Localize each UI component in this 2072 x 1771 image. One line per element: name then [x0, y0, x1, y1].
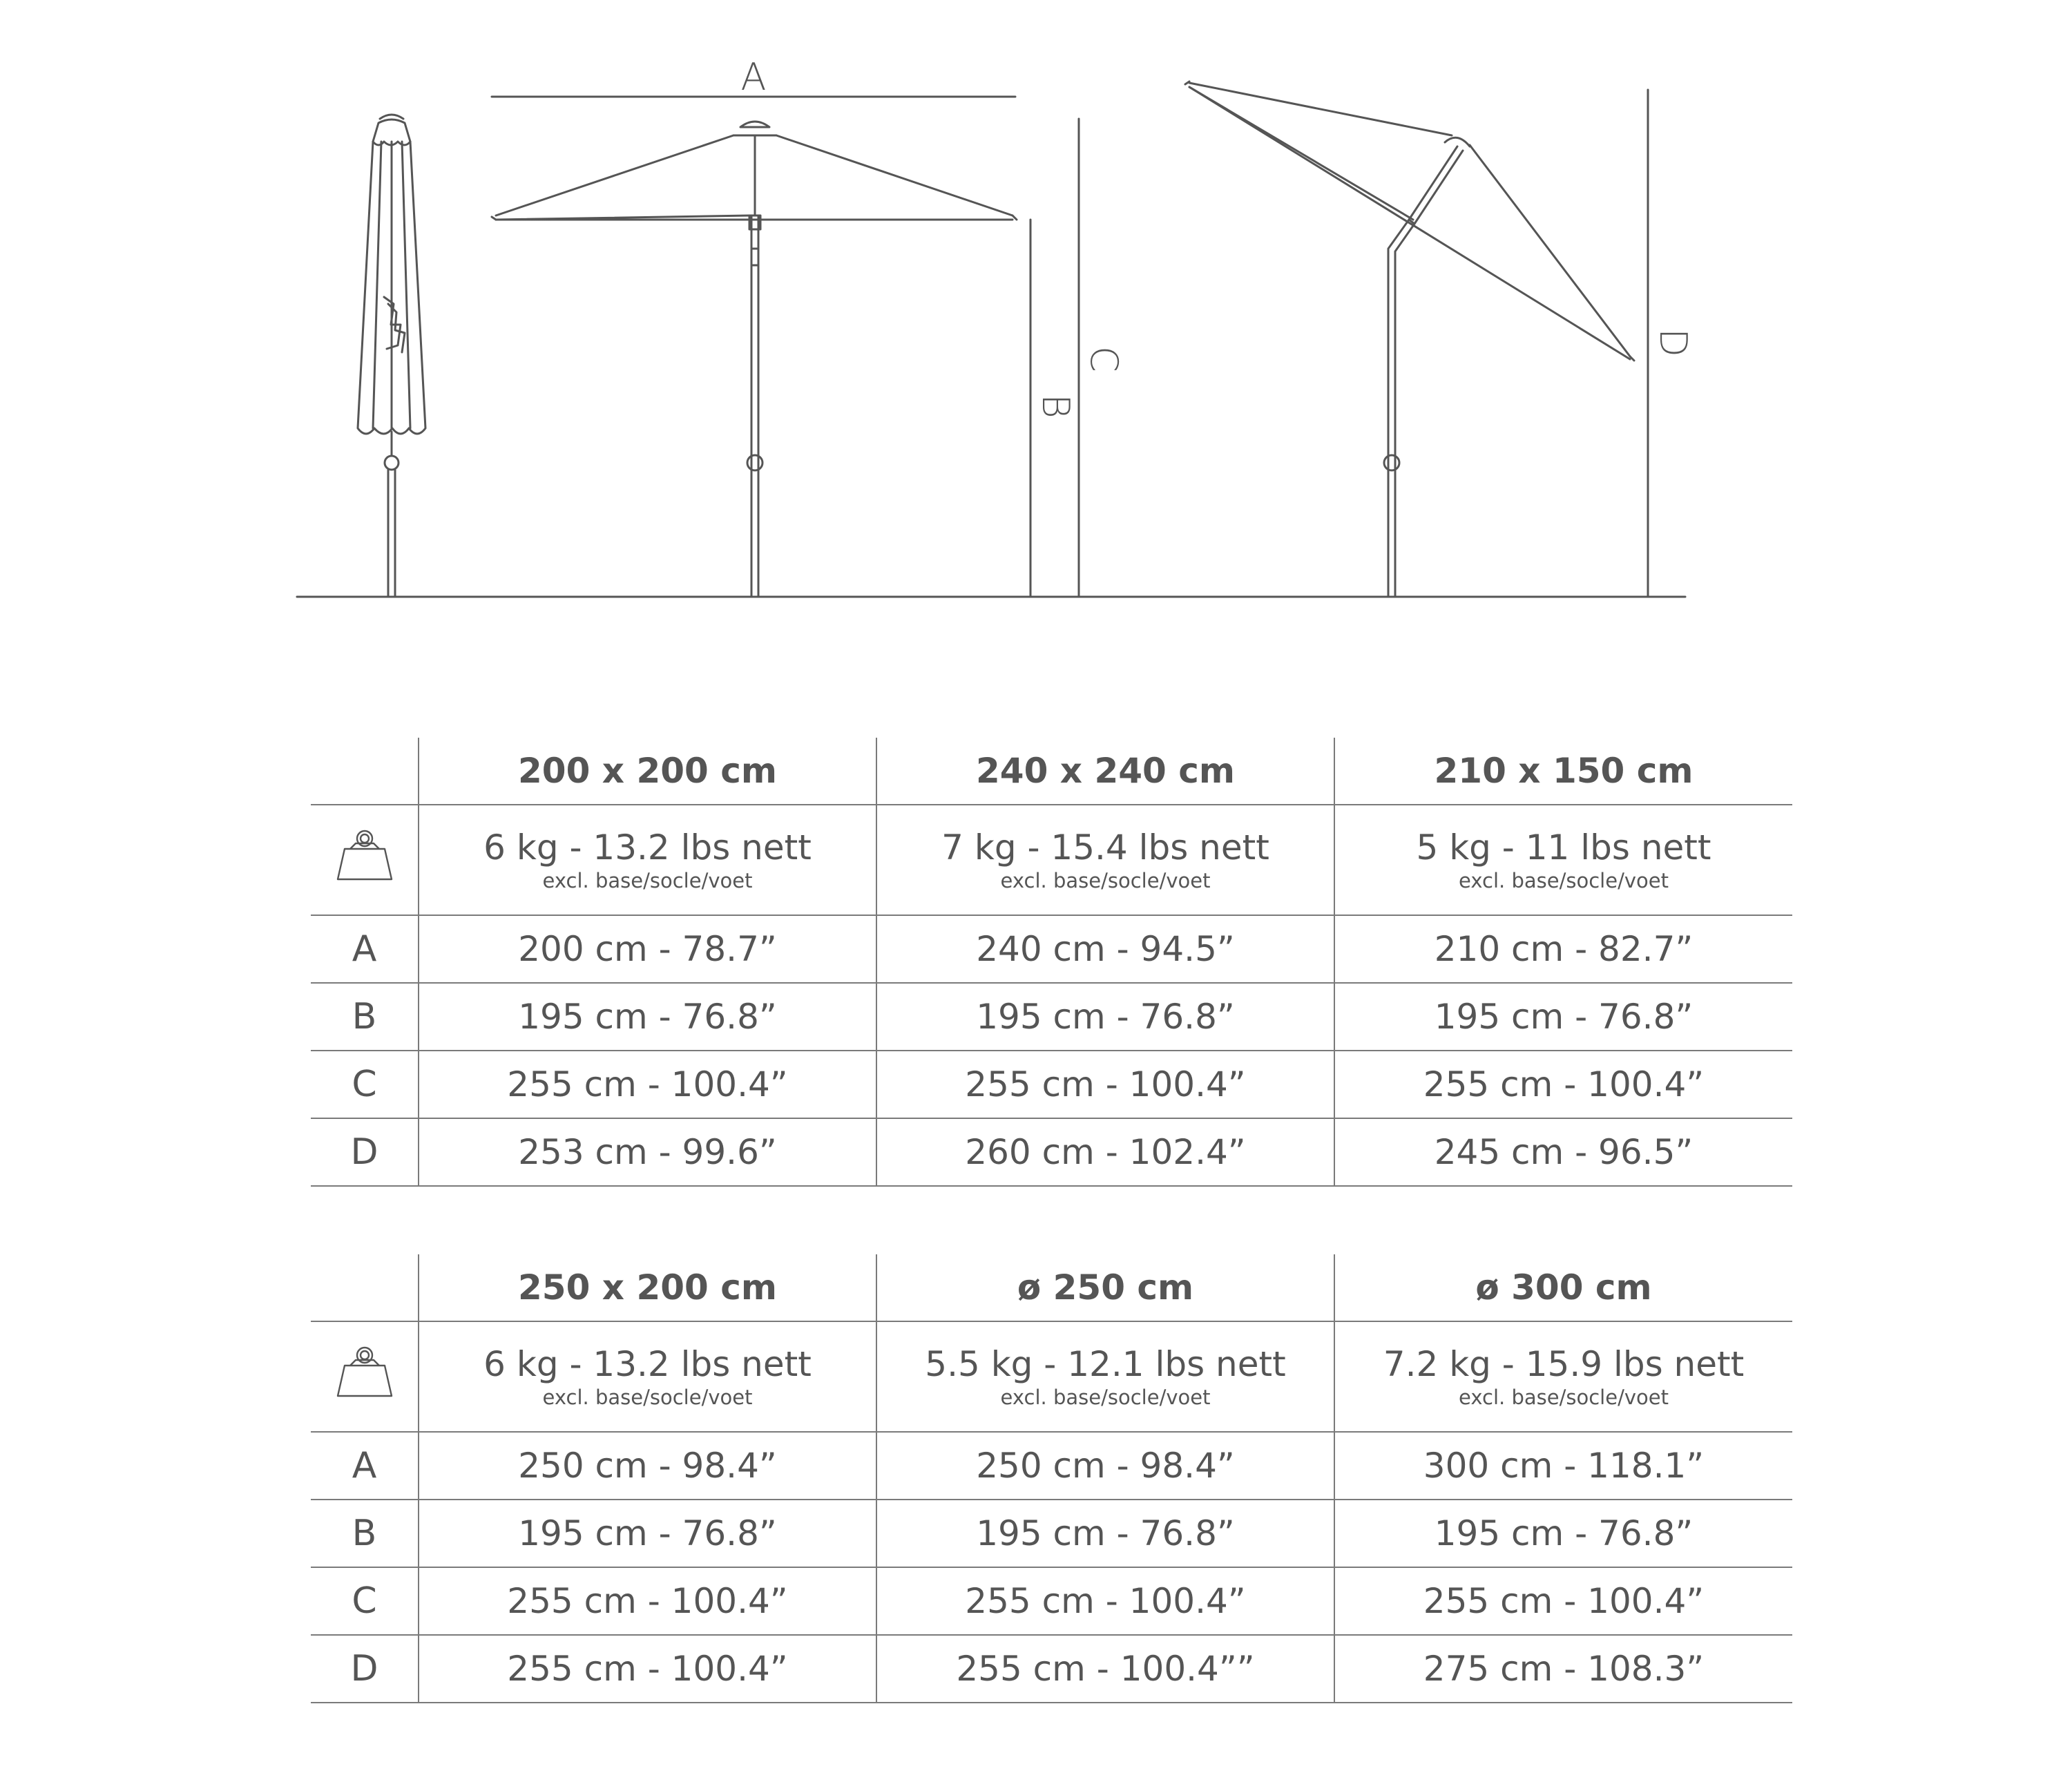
- table-cell: 250 cm - 98.4”: [876, 1432, 1334, 1500]
- table-row: [311, 1432, 1792, 1500]
- table-cell: 253 cm - 99.6”: [419, 1118, 876, 1186]
- header-size: ø 250 cm: [876, 1254, 1334, 1321]
- row-label: D: [311, 1635, 419, 1703]
- header-size: ø 300 cm: [1334, 1254, 1792, 1321]
- table-row: [311, 1500, 1792, 1567]
- weight-value: 7.2 kg - 15.9 lbs nett excl. base/socle/voet: [1334, 1321, 1792, 1432]
- corner-cell: [311, 1254, 419, 1321]
- table-cell: 255 cm - 100.4”: [419, 1051, 876, 1118]
- closed-umbrella-icon: [358, 115, 425, 597]
- weight-bag-icon: [335, 828, 394, 883]
- label-d: D: [1651, 328, 1695, 357]
- header-row: [311, 1254, 1792, 1321]
- table-cell: 240 cm - 94.5”: [876, 915, 1334, 983]
- weight-value: 5.5 kg - 12.1 lbs nett excl. base/socle/voet: [876, 1321, 1334, 1432]
- open-umbrella-icon: [492, 122, 1017, 597]
- umbrella-dimension-diagram: [0, 0, 2072, 642]
- table-row: [311, 1118, 1792, 1186]
- header-size: 210 x 150 cm: [1334, 738, 1792, 805]
- table-cell: 260 cm - 102.4”: [876, 1118, 1334, 1186]
- table-cell: 275 cm - 108.3”: [1334, 1635, 1792, 1703]
- table-cell: 200 cm - 78.7”: [419, 915, 876, 983]
- row-label: C: [311, 1051, 419, 1118]
- table-cell: 245 cm - 96.5”: [1334, 1118, 1792, 1186]
- table-cell: 195 cm - 76.8”: [1334, 983, 1792, 1051]
- table-cell: 255 cm - 100.4”: [876, 1567, 1334, 1635]
- row-label: A: [311, 915, 419, 983]
- table-cell: 195 cm - 76.8”: [876, 983, 1334, 1051]
- row-label: D: [311, 1118, 419, 1186]
- table-row: [311, 983, 1792, 1051]
- label-a: A: [740, 55, 767, 99]
- table-cell: 255 cm - 100.4”: [1334, 1567, 1792, 1635]
- row-label: C: [311, 1567, 419, 1635]
- row-label: B: [311, 983, 419, 1051]
- table-cell: 255 cm - 100.4””: [876, 1635, 1334, 1703]
- label-c: C: [1082, 346, 1126, 372]
- weight-cell: [311, 805, 419, 915]
- table-cell: 195 cm - 76.8”: [1334, 1500, 1792, 1567]
- weight-value: 7 kg - 15.4 lbs nett excl. base/socle/voet: [876, 805, 1334, 915]
- weight-row: [311, 805, 1792, 915]
- weight-value: 6 kg - 13.2 lbs nett excl. base/socle/voet: [419, 1321, 876, 1432]
- table-cell: 300 cm - 118.1”: [1334, 1432, 1792, 1500]
- header-size: 200 x 200 cm: [419, 738, 876, 805]
- weight-value: 6 kg - 13.2 lbs nett excl. base/socle/voet: [419, 805, 876, 915]
- row-label: A: [311, 1432, 419, 1500]
- row-label: B: [311, 1500, 419, 1567]
- tilted-umbrella-icon: [1185, 82, 1634, 597]
- specs-table-1: [311, 738, 1792, 1187]
- table-cell: 255 cm - 100.4”: [419, 1635, 876, 1703]
- corner-cell: [311, 738, 419, 805]
- weight-cell: [311, 1321, 419, 1432]
- table-cell: 250 cm - 98.4”: [419, 1432, 876, 1500]
- weight-value: 5 kg - 11 lbs nett excl. base/socle/voet: [1334, 805, 1792, 915]
- table-row: [311, 1567, 1792, 1635]
- table-cell: 255 cm - 100.4”: [1334, 1051, 1792, 1118]
- table-cell: 255 cm - 100.4”: [419, 1567, 876, 1635]
- header-size: 250 x 200 cm: [419, 1254, 876, 1321]
- table-cell: 255 cm - 100.4”: [876, 1051, 1334, 1118]
- weight-bag-icon: [335, 1345, 394, 1400]
- table-row: [311, 915, 1792, 983]
- table-cell: 195 cm - 76.8”: [419, 1500, 876, 1567]
- weight-row: [311, 1321, 1792, 1432]
- table-row: [311, 1635, 1792, 1703]
- table-row: [311, 1051, 1792, 1118]
- header-row: [311, 738, 1792, 805]
- table-cell: 210 cm - 82.7”: [1334, 915, 1792, 983]
- table-cell: 195 cm - 76.8”: [419, 983, 876, 1051]
- specs-table-2: [311, 1254, 1792, 1703]
- table-cell: 195 cm - 76.8”: [876, 1500, 1334, 1567]
- label-b: B: [1034, 394, 1077, 419]
- header-size: 240 x 240 cm: [876, 738, 1334, 805]
